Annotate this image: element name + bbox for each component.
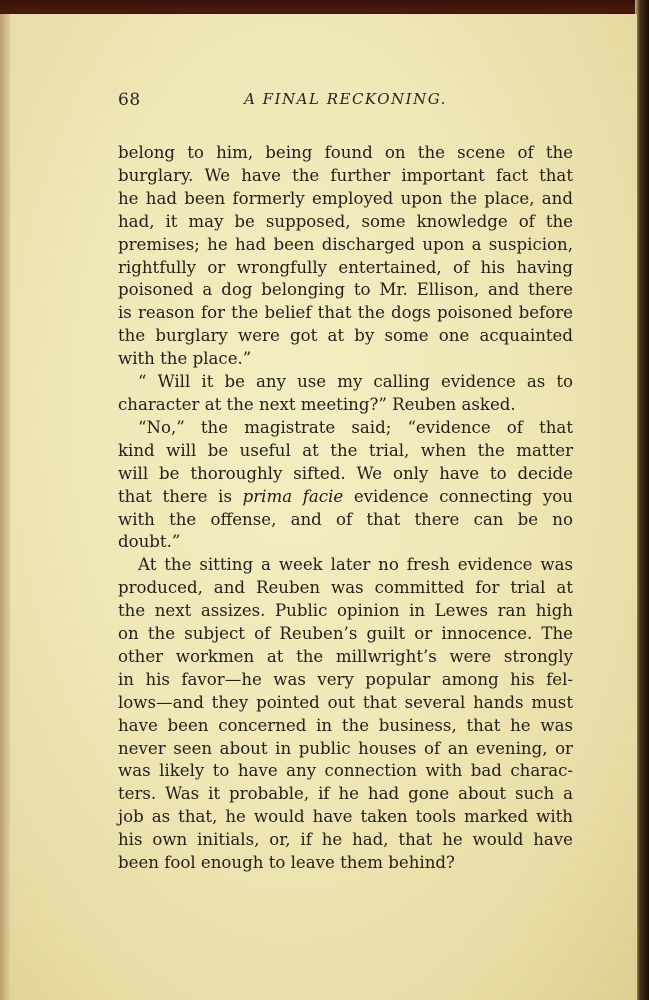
text-line: he had been formerly employed upon the place, and <box>118 188 573 208</box>
book-page <box>10 14 637 1000</box>
text-line: produced, and Reuben was committed for trial at <box>118 578 573 598</box>
text-line: that there is prima facie evidence connecting you <box>118 486 573 506</box>
text-line: the burglary were got at by some one acquainted <box>118 326 573 346</box>
text-line: poisoned a dog belonging to Mr. Ellison, and there <box>118 280 573 300</box>
text-line: premises; he had been discharged upon a suspicion, <box>118 234 573 254</box>
text-line: with the offense, and of that there can be no <box>118 509 573 529</box>
text-line: other workmen at the millwright’s were strongly <box>118 646 573 666</box>
text-line: “ Will it be any use my calling evidence as to <box>138 372 573 392</box>
text-line: lows—and they pointed out that several hands must <box>118 692 573 712</box>
running-title: A FINAL RECKONING. <box>244 90 447 108</box>
text-line: ters. Was it probable, if he had gone about such a <box>118 784 573 804</box>
text-line: was likely to have any connection with bad charac- <box>118 761 573 781</box>
text-line: on the subject of Reuben’s guilt or innocence. The <box>118 624 573 644</box>
text-line: have been concerned in the business, that he was <box>118 715 573 735</box>
text-line: rightfully or wrongfully entertained, of his having <box>118 257 573 277</box>
text-line: his own initials, or, if he had, that he would have <box>118 830 573 850</box>
text-line: never seen about in public houses of an evening, or <box>118 738 573 758</box>
text-line: doubt.” <box>118 532 181 552</box>
body-text <box>118 142 573 875</box>
text-line: kind will be useful at the trial, when the matter <box>118 440 573 460</box>
running-header <box>118 90 573 116</box>
text-line: the next assizes. Public opinion in Lewes ran high <box>118 601 573 621</box>
italic-phrase: prima facie <box>242 486 344 506</box>
text-line: burglary. We have the further important fact that <box>118 165 573 185</box>
text-line: character at the next meeting?” Reuben asked. <box>118 394 516 414</box>
text-line: “No,” the magistrate said; “evidence of that <box>138 417 573 437</box>
book-page-edges <box>635 0 649 1000</box>
page-number: 68 <box>118 90 141 110</box>
text-line: At the sitting a week later no fresh evidence was <box>138 555 573 575</box>
text-line: belong to him, being found on the scene of the <box>118 143 573 162</box>
text-line: with the place.” <box>118 349 252 369</box>
text-line: had, it may be supposed, some knowledge of the <box>118 211 573 231</box>
text-line: will be thoroughly sifted. We only have to decide <box>118 463 573 483</box>
text-line: job as that, he would have taken tools marked with <box>118 807 573 827</box>
text-line: is reason for the belief that the dogs poisoned before <box>118 303 573 323</box>
text-line: in his favor—he was very popular among his fel- <box>118 669 573 689</box>
text-line: been fool enough to leave them behind? <box>118 853 455 873</box>
